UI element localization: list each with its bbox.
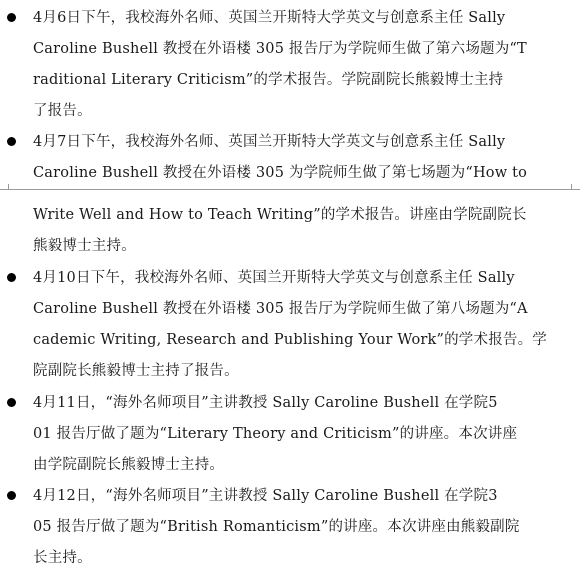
bullet-5 — [7, 491, 16, 500]
paragraph-1-line-4: 了报告。 — [33, 103, 92, 119]
paragraph-5-line-2: 05 报告厅做了题为“British Romanticism”的讲座。本次讲座由熊毅副院 — [33, 519, 520, 535]
paragraph-1-line-1: 4月6日下午，我校海外名师、英国兰开斯特大学英文与创意系主任 Sally — [33, 10, 506, 26]
page-break-tick-right — [571, 184, 572, 190]
paragraph-1-line-2: Caroline Bushell 教授在外语楼 305 报告厅为学院师生做了第六场题为“T — [33, 41, 527, 57]
page-break-tick-left — [8, 184, 9, 190]
paragraph-1-line-3: raditional Literary Criticism”的学术报告。学院副院长熊毅博士主持 — [33, 72, 504, 88]
paragraph-4-line-3: 由学院副院长熊毅博士主持。 — [33, 457, 225, 473]
bullet-1 — [7, 13, 16, 22]
paragraph-4-line-2: 01 报告厅做了题为“Literary Theory and Criticism”的讲座。本次讲座 — [33, 426, 518, 442]
bullet-4 — [7, 398, 16, 407]
paragraph-3-line-3: cademic Writing, Research and Publishing Your Work”的学术报告。学 — [33, 332, 548, 348]
bullet-2 — [7, 137, 16, 146]
paragraph-2-line-3: Write Well and How to Teach Writing”的学术报告。讲座由学院副院长 — [33, 207, 527, 223]
paragraph-2-line-4: 熊毅博士主持。 — [33, 238, 136, 254]
paragraph-2-line-2: Caroline Bushell 教授在外语楼 305 为学院师生做了第七场题为“How to — [33, 165, 528, 181]
paragraph-2-line-1: 4月7日下午，我校海外名师、英国兰开斯特大学英文与创意系主任 Sally — [33, 134, 506, 150]
paragraph-4-line-1: 4月11日，“海外名师项目”主讲教授 Sally Caroline Bushell 在学院5 — [33, 395, 498, 411]
paragraph-3-line-2: Caroline Bushell 教授在外语楼 305 报告厅为学院师生做了第八场题为“A — [33, 301, 528, 317]
paragraph-3-line-1: 4月10日下午，我校海外名师、英国兰开斯特大学英文与创意系主任 Sally — [33, 270, 515, 286]
paragraph-5-line-1: 4月12日，“海外名师项目”主讲教授 Sally Caroline Bushell 在学院3 — [33, 488, 498, 504]
bullet-3 — [7, 273, 16, 282]
paragraph-3-line-4: 院副院长熊毅博士主持了报告。 — [33, 363, 239, 379]
paragraph-5-line-3: 长主持。 — [33, 550, 92, 566]
page-break-line — [0, 189, 580, 190]
